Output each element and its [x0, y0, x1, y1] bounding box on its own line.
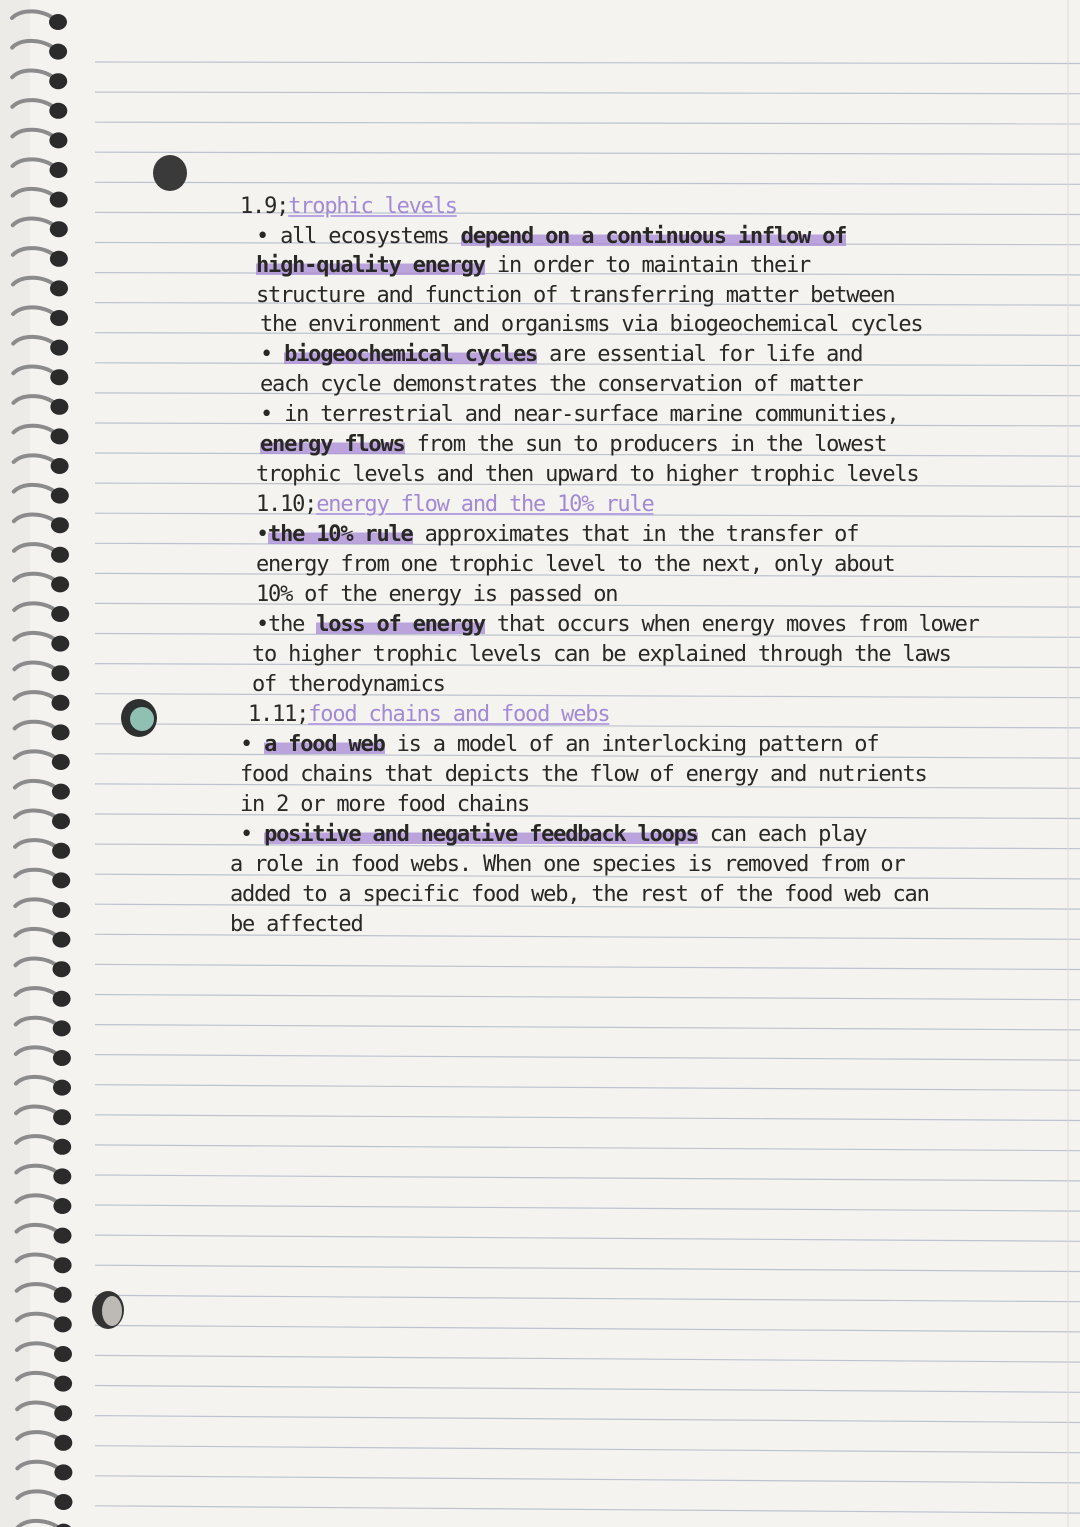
heading-food-chains — [248, 701, 609, 729]
heading-title: trophic levels — [288, 194, 457, 219]
ruled-line — [95, 1235, 1080, 1241]
note-text: that occurs when energy moves from lower — [484, 612, 979, 637]
ruled-line — [95, 1055, 1080, 1061]
note-line: food chains that depicts the flow of energy and nutrients — [240, 762, 927, 787]
note-line — [240, 821, 866, 849]
note-line: added to a specific food web, the rest of the food web can — [230, 882, 929, 907]
heading-number: 1.9; — [240, 194, 289, 219]
note-text: in order to maintain their — [484, 253, 811, 278]
ruled-line — [95, 1145, 1080, 1151]
ruled-line — [95, 152, 1080, 154]
note-text: from the sun to producers in the lowest — [404, 432, 887, 457]
note-text: is a model of an interlocking pattern of — [384, 732, 879, 757]
note-line: in 2 or more food chains — [240, 792, 530, 817]
note-line: be affected — [230, 912, 363, 937]
note-line: the environment and organisms via biogeochemical cycles — [260, 312, 923, 337]
ruled-line — [95, 995, 1080, 1000]
note-line — [256, 611, 979, 639]
note-line — [256, 252, 810, 280]
ruled-line — [95, 1265, 1080, 1271]
note-line — [256, 223, 846, 251]
ruled-line — [95, 92, 1080, 94]
note-line: energy from one trophic level to the next, only about — [256, 552, 895, 577]
ruled-line — [95, 62, 1080, 64]
highlighted-text: biogeochemical cycles — [284, 342, 538, 367]
note-text: approximates that in the transfer of — [412, 522, 859, 547]
note-line: trophic levels and then upward to higher trophic levels — [256, 462, 919, 487]
highlighted-text: high-quality energy — [256, 253, 485, 278]
note-line — [240, 731, 878, 759]
note-text: • — [256, 522, 269, 547]
highlighted-text: energy flows — [260, 432, 405, 457]
ruled-line — [95, 1416, 1080, 1423]
binder-hole-middle — [117, 696, 161, 740]
note-text: •the — [256, 612, 317, 637]
binder-hole-top — [150, 152, 190, 194]
note-line — [260, 431, 886, 459]
heading-title: food chains and food webs — [308, 702, 610, 727]
highlighted-text: a food web — [264, 732, 385, 757]
note-text: are essential for life and — [537, 342, 863, 367]
ruled-line — [95, 1115, 1080, 1121]
note-text: • all ecosystems — [256, 224, 461, 249]
ruled-line — [95, 694, 1080, 698]
heading-number: 1.10; — [256, 492, 317, 517]
heading-trophic-levels — [240, 193, 457, 221]
ruled-line — [95, 964, 1080, 969]
ruled-line — [95, 1476, 1080, 1483]
highlighted-text: depend on a continuous inflow of — [460, 224, 847, 249]
note-text: • — [240, 822, 265, 847]
note-text: • — [240, 732, 265, 757]
ruled-line — [95, 1295, 1080, 1301]
ruled-line — [95, 182, 1080, 184]
ruled-line — [95, 1325, 1080, 1332]
note-line: to higher trophic levels can be explained through the laws — [252, 642, 951, 667]
note-line — [256, 521, 858, 549]
note-line: of therodynamics — [252, 672, 445, 697]
ruled-line — [95, 1175, 1080, 1181]
ruled-line — [95, 1025, 1080, 1030]
highlighted-text: positive and negative feedback loops — [264, 822, 698, 847]
note-text: can each play — [697, 822, 867, 847]
highlighted-text: loss of energy — [316, 612, 485, 637]
note-line: structure and function of transferring matter between — [256, 283, 895, 308]
ruled-line — [95, 1386, 1080, 1393]
ruled-line — [95, 1355, 1080, 1362]
note-line: 10% of the energy is passed on — [256, 582, 618, 607]
ruled-line — [95, 122, 1080, 124]
heading-title: energy flow and the 10% rule — [316, 492, 654, 517]
heading-number: 1.11; — [248, 702, 309, 727]
highlighted-text: the 10% rule — [268, 522, 413, 547]
ruled-line — [95, 1085, 1080, 1091]
ruled-line — [95, 1205, 1080, 1211]
binder-hole-bottom — [88, 1288, 128, 1332]
ruled-line — [95, 1446, 1080, 1453]
note-line: each cycle demonstrates the conservation of matter — [260, 372, 863, 397]
note-line — [260, 341, 862, 369]
heading-energy-flow — [256, 491, 654, 519]
note-line: • in terrestrial and near-surface marine communities, — [260, 402, 899, 427]
note-text: • — [260, 342, 285, 367]
note-line: a role in food webs. When one species is removed from or — [230, 852, 905, 877]
ruled-line — [95, 1506, 1080, 1513]
